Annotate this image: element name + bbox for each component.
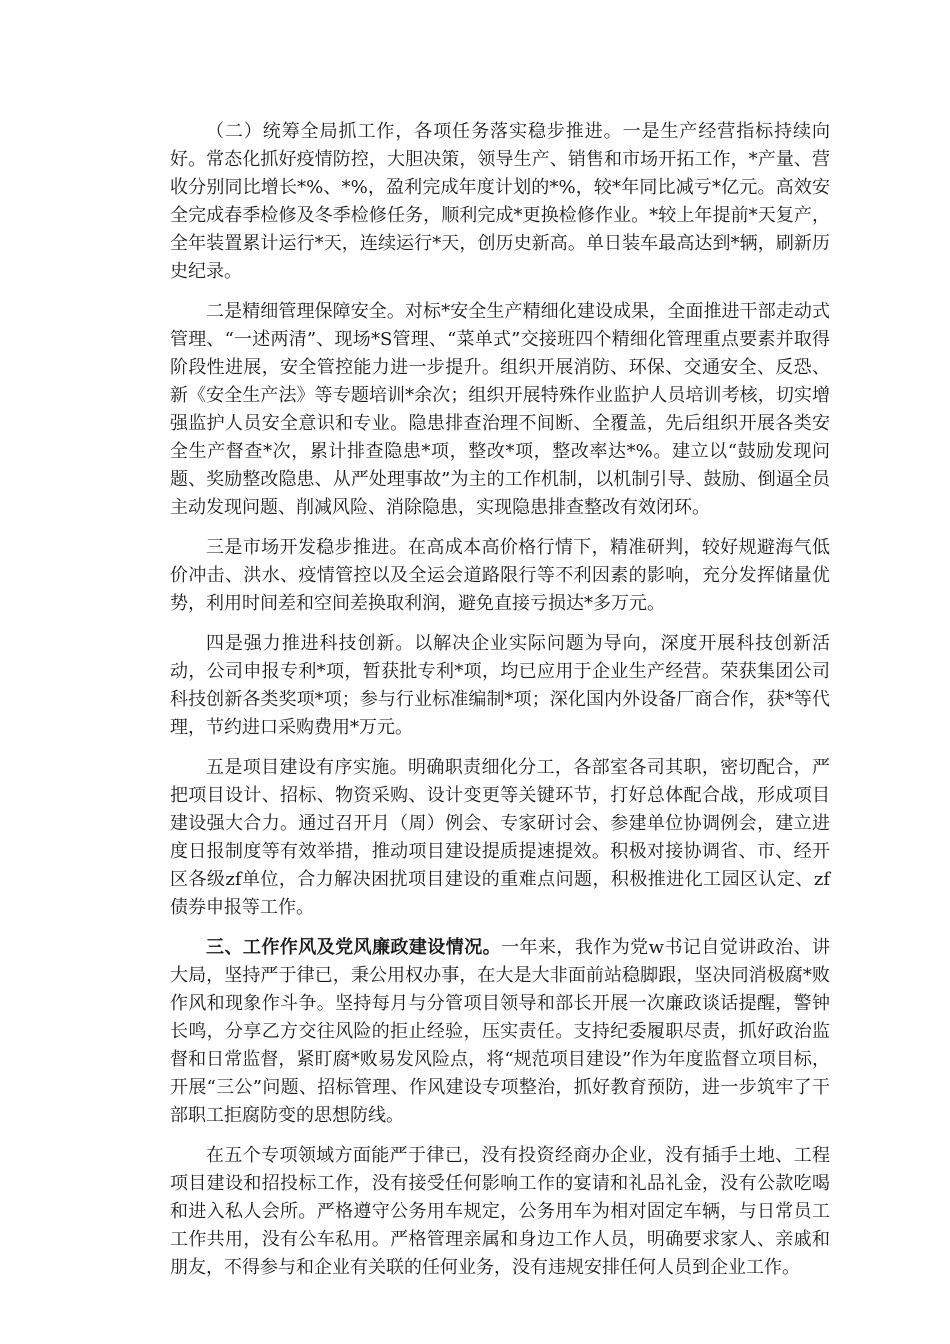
paragraph-text: 二是精细管理保障安全。对标*安全生产精细化建设成果，全面推进干部走动式管理、“一述两清”、现场*S管理、“菜单式”交接班四个精细化管理重点要素并取得阶段性进展，安全管控能力进一步提升。组织开展消防、环保、交通安全、反恐、新《安全生产法》等专题培训*余次；组织开展特殊作业监护人员培训考核，切实增强监护人员安全意识和专业。隐患排查治理不间断、全覆盖，先后组织开展各类安全生产督查*次，累计排查隐患*项，整改*项，整改率达*%。建立以“鼓励发现问题、奖励整改隐患、从严处理事故”为主的工作机制，以机制引导、鼓励、倒逼全员主动发现问题、削减风险、消除隐患，实现隐患排查整改有效闭环。: [170, 301, 830, 518]
paragraph-safety-management: [170, 298, 830, 522]
paragraph-text: 一年来，我作为党w书记自觉讲政治、讲大局，坚持严于律已，秉公用权办事，在大是大非面前站稳脚跟，坚决同消极腐*败作风和现象作斗争。坚持每月与分管项目领导和部长开展一次廉政谈话提醒，警钟长鸣，分享乙方交往风险的拒止经验，压实责任。支持纪委履职尽责，抓好政治监督和日常监督，紧盯腐*败易发风险点，将“规范项目建设”作为年度监督立项目标，开展“三公”问题、招标管理、作风建设专项整治，抓好教育预防，进一步筑牢了干部职工拒腐防变的思想防线。: [170, 937, 831, 1126]
paragraph-text: （二）统筹全局抓工作，各项任务落实稳步推进。一是生产经营指标持续向好。常态化抓好疫情防控，大胆决策，领导生产、销售和市场开拓工作，*产量、营收分别同比增长*%、*%，盈利完成年度计划的*%，较*年同比减亏*亿元。高效安全完成春季检修及冬季检修任务，顺利完成*更换检修作业。*较上年提前*天复产，全年装置累计运行*天，连续运行*天，创历史新高。单日装车最高达到*辆，刷新历史纪录。: [170, 121, 830, 282]
document-body: [170, 118, 830, 1294]
section-heading: 三、工作作风及党风廉政建设情况。: [206, 937, 502, 958]
paragraph-text: 在五个专项领域方面能严于律已，没有投资经商办企业，没有插手土地、工程项目建设和招投标工作，没有接受任何影响工作的宴请和礼品礼金，没有公款吃喝和进入私人会所。严格遵守公务用车规定，公务用车为相对固定车辆，与日常员工工作共用，没有公车私用。严格管理亲属和身边工作人员，明确要求家人、亲戚和朋友，不得参与和企业有关联的任何业务，没有违规安排任何人员到企业工作。: [170, 1145, 830, 1278]
paragraph-text: 五是项目建设有序实施。明确职责细化分工，各部室各司其职，密切配合，严把项目设计、招标、物资采购、设计变更等关键环节，打好总体配合战，形成项目建设强大合力。通过召开月（周）例会、专家研讨会、参建单位协调例会，建立进度日报制度等有效举措，推动项目建设提质提速提效。积极对接协调省、市、经开区各级zf单位，合力解决困扰项目建设的重难点问题，积极推进化工园区认定、zf债券申报等工作。: [170, 757, 830, 918]
paragraph-work-style-integrity: [170, 934, 830, 1130]
paragraph-self-discipline: [170, 1142, 830, 1282]
paragraph-text: 三是市场开发稳步推进。在高成本高价格行情下，精准研判，较好规避海气低价冲击、洪水、疫情管控以及全运会道路限行等不利因素的影响，充分发挥储量优势，利用时间差和空间差换取利润，避免直接亏损达*多万元。: [170, 537, 830, 614]
paragraph-market-development: [170, 534, 830, 618]
paragraph-project-construction: [170, 754, 830, 922]
paragraph-text: 四是强力推进科技创新。以解决企业实际问题为导向，深度开展科技创新活动，公司申报专利*项，暂获批专利*项，均已应用于企业生产经营。荣获集团公司科技创新各类奖项*项；参与行业标准编制*项；深化国内外设备厂商合作，获*等代理，节约进口采购费用*万元。: [170, 633, 830, 738]
paragraph-production-indicators: [170, 118, 830, 286]
paragraph-tech-innovation: [170, 630, 830, 742]
